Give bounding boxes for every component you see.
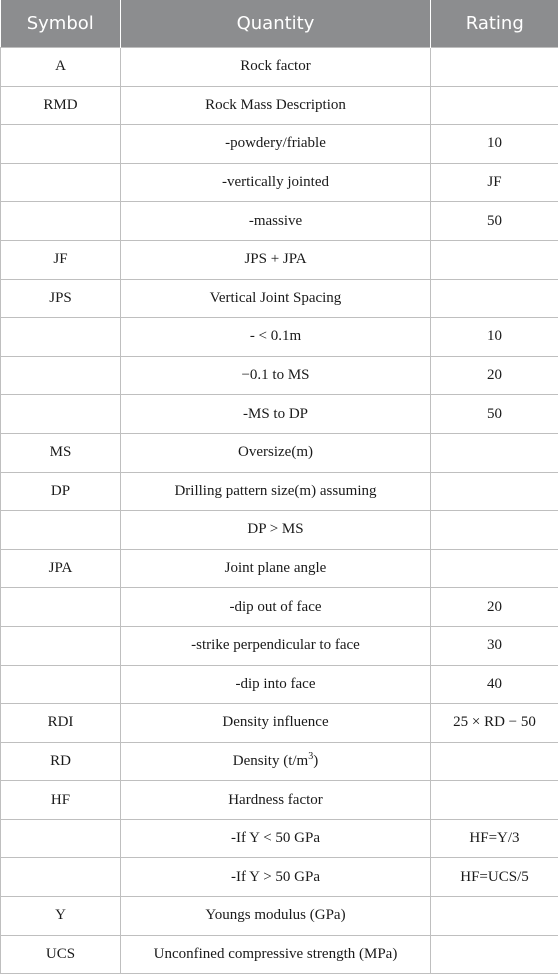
table-row xyxy=(1,549,558,588)
cell-quantity-text: Density influence xyxy=(222,714,329,731)
cell-symbol: RMD xyxy=(1,86,121,125)
cell-symbol: HF xyxy=(1,781,121,820)
cell-quantity-text: -massive xyxy=(248,212,303,229)
cell-quantity-text: Oversize(m) xyxy=(238,444,313,461)
cell-rating: JF xyxy=(431,163,558,202)
cell-symbol xyxy=(1,125,121,164)
cell-quantity-text: -powdery/friable xyxy=(225,135,326,152)
cell-quantity xyxy=(121,704,431,743)
cell-quantity xyxy=(121,626,431,665)
cell-quantity xyxy=(121,318,431,357)
cell-rating: 10 xyxy=(431,125,558,164)
cell-rating: 25 × RD − 50 xyxy=(431,704,558,743)
cell-symbol: MS xyxy=(1,433,121,472)
cell-quantity xyxy=(121,935,431,974)
cell-rating: 40 xyxy=(431,665,558,704)
cell-symbol xyxy=(1,588,121,627)
cell-rating xyxy=(431,48,558,87)
cell-symbol xyxy=(1,356,121,395)
cell-quantity xyxy=(121,819,431,858)
cell-symbol xyxy=(1,858,121,897)
cell-quantity xyxy=(121,665,431,704)
cell-symbol xyxy=(1,318,121,357)
table-row xyxy=(1,472,558,511)
cell-quantity-text: −0.1 to MS xyxy=(241,367,310,384)
table-row xyxy=(1,781,558,820)
table-row xyxy=(1,356,558,395)
cell-quantity-text: -dip into face xyxy=(235,675,316,692)
cell-symbol: JF xyxy=(1,240,121,279)
cell-quantity xyxy=(121,742,431,781)
table-header xyxy=(1,0,558,48)
cell-quantity-text: Hardness factor xyxy=(228,791,323,808)
cell-quantity-text: Density (t/m xyxy=(232,752,309,769)
table-body xyxy=(1,48,558,974)
cell-quantity xyxy=(121,549,431,588)
cell-quantity-text: -vertically jointed xyxy=(221,174,330,191)
table-row xyxy=(1,240,558,279)
cell-rating xyxy=(431,511,558,550)
cell-rating xyxy=(431,549,558,588)
table-row xyxy=(1,704,558,743)
cell-symbol xyxy=(1,626,121,665)
cell-rating: 10 xyxy=(431,318,558,357)
cell-symbol: UCS xyxy=(1,935,121,974)
cell-rating: 20 xyxy=(431,356,558,395)
cell-symbol xyxy=(1,665,121,704)
cell-quantity xyxy=(121,472,431,511)
cell-quantity-text: - < 0.1m xyxy=(249,328,302,345)
table-row xyxy=(1,318,558,357)
cell-quantity xyxy=(121,511,431,550)
cell-quantity-text: Drilling pattern size(m) assuming xyxy=(174,482,377,499)
cell-quantity xyxy=(121,356,431,395)
cell-quantity-text: JPS + JPA xyxy=(244,251,307,268)
table-row xyxy=(1,395,558,434)
cell-rating xyxy=(431,897,558,936)
cell-rating xyxy=(431,935,558,974)
cell-symbol: JPA xyxy=(1,549,121,588)
cell-quantity-text: Youngs modulus (GPa) xyxy=(205,907,346,924)
table-row xyxy=(1,665,558,704)
cell-quantity xyxy=(121,48,431,87)
cell-quantity xyxy=(121,588,431,627)
header-quantity: Quantity xyxy=(121,0,431,48)
cell-rating: 20 xyxy=(431,588,558,627)
cell-quantity xyxy=(121,897,431,936)
table-row xyxy=(1,125,558,164)
cell-quantity-text: Rock factor xyxy=(240,58,311,75)
cell-rating xyxy=(431,781,558,820)
table-row xyxy=(1,742,558,781)
cell-quantity xyxy=(121,395,431,434)
cell-symbol: RDI xyxy=(1,704,121,743)
cell-symbol: RD xyxy=(1,742,121,781)
cell-quantity-text: Joint plane angle xyxy=(224,560,327,577)
table-row xyxy=(1,433,558,472)
cell-rating xyxy=(431,472,558,511)
cell-quantity xyxy=(121,240,431,279)
cell-quantity-suffix: ) xyxy=(313,752,319,769)
cell-rating: HF=UCS/5 xyxy=(431,858,558,897)
cell-quantity-text: -If Y < 50 GPa xyxy=(231,830,320,847)
cell-quantity xyxy=(121,279,431,318)
cell-quantity xyxy=(121,86,431,125)
cell-quantity-text: -If Y > 50 GPa xyxy=(231,868,320,885)
cell-rating xyxy=(431,433,558,472)
cell-symbol xyxy=(1,163,121,202)
cell-rating xyxy=(431,240,558,279)
header-symbol: Symbol xyxy=(1,0,121,48)
cell-quantity-text: Rock Mass Description xyxy=(205,96,346,113)
table-row xyxy=(1,588,558,627)
cell-quantity-superscript: 3 xyxy=(308,750,314,762)
table-row xyxy=(1,48,558,87)
cell-symbol xyxy=(1,395,121,434)
table-row xyxy=(1,858,558,897)
cell-rating: 50 xyxy=(431,395,558,434)
cell-quantity-text: -dip out of face xyxy=(229,598,322,615)
cell-symbol xyxy=(1,202,121,241)
cell-symbol xyxy=(1,819,121,858)
cell-quantity-text: Vertical Joint Spacing xyxy=(209,289,342,306)
cell-rating: 50 xyxy=(431,202,558,241)
cell-quantity xyxy=(121,781,431,820)
cell-quantity xyxy=(121,433,431,472)
table-row xyxy=(1,819,558,858)
table-row xyxy=(1,163,558,202)
cell-quantity xyxy=(121,125,431,164)
table-row xyxy=(1,511,558,550)
cell-quantity-text: -MS to DP xyxy=(242,405,309,422)
cell-quantity-text: -strike perpendicular to face xyxy=(191,637,360,654)
cell-rating xyxy=(431,279,558,318)
table-row xyxy=(1,897,558,936)
cell-symbol: JPS xyxy=(1,279,121,318)
cell-rating xyxy=(431,86,558,125)
cell-quantity-text: DP > MS xyxy=(247,521,304,538)
cell-quantity xyxy=(121,858,431,897)
cell-quantity-text: Unconfined compressive strength (MPa) xyxy=(153,945,398,962)
cell-quantity xyxy=(121,202,431,241)
table-row xyxy=(1,935,558,974)
cell-rating xyxy=(431,742,558,781)
cell-symbol: Y xyxy=(1,897,121,936)
cell-symbol xyxy=(1,511,121,550)
cell-quantity xyxy=(121,163,431,202)
table-row xyxy=(1,626,558,665)
table-row xyxy=(1,202,558,241)
header-row xyxy=(1,0,558,48)
cell-symbol: DP xyxy=(1,472,121,511)
table-row xyxy=(1,86,558,125)
table-row xyxy=(1,279,558,318)
cell-symbol: A xyxy=(1,48,121,87)
cell-rating: HF=Y/3 xyxy=(431,819,558,858)
header-rating: Rating xyxy=(431,0,558,48)
cell-rating: 30 xyxy=(431,626,558,665)
